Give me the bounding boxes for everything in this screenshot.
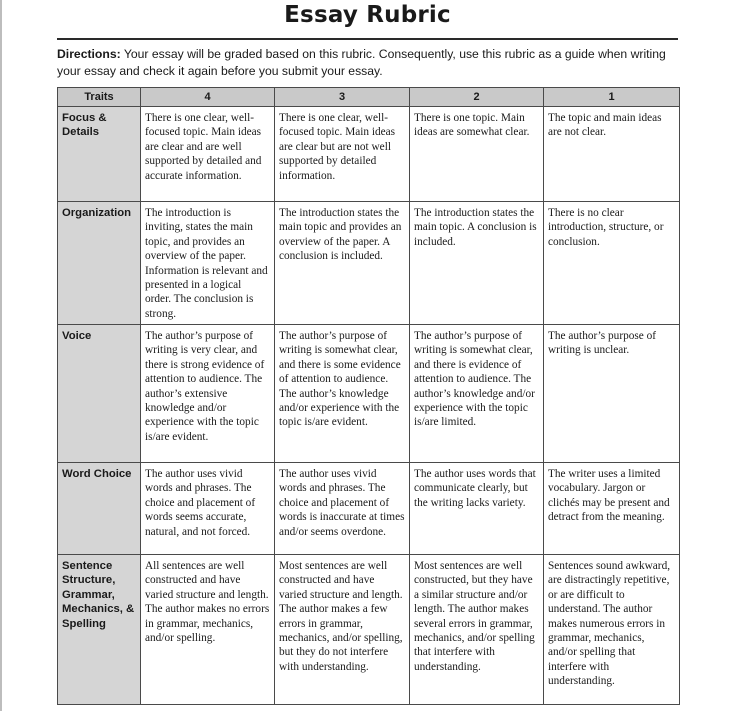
rubric-cell: All sentences are well constructed and have varied structure and length. The author makes no errors in grammar, mechanics, and/or spelling. [141, 555, 275, 705]
table-row [58, 107, 680, 202]
page-edge-divider [0, 0, 2, 711]
rubric-cell: The author’s purpose of writing is somewhat clear, and there is evidence of attention to audience. The author’s knowledge and/or experience with the topic is/are limited. [410, 325, 544, 463]
title-rule [57, 38, 678, 40]
rubric-cell: The introduction states the main topic. A conclusion is included. [410, 202, 544, 325]
directions-label: Directions: [57, 47, 121, 61]
trait-label: Word Choice [58, 463, 141, 555]
table-row [58, 325, 680, 463]
table-row [58, 202, 680, 325]
rubric-cell: The author uses vivid words and phrases. The choice and placement of words seems accurate, natural, and not forced. [141, 463, 275, 555]
trait-label: Focus & Details [58, 107, 141, 202]
rubric-cell: The author uses words that communicate clearly, but the writing lacks variety. [410, 463, 544, 555]
rubric-cell: There is one clear, well-focused topic. Main ideas are clear and are well supported by detailed and accurate information. [141, 107, 275, 202]
rubric-table [57, 87, 680, 705]
rubric-cell: The introduction states the main topic and provides an overview of the paper. A conclusion is included. [275, 202, 410, 325]
page-title: Essay Rubric [284, 2, 451, 28]
header-score-3: 3 [275, 88, 410, 107]
rubric-cell: The author’s purpose of writing is somewhat clear, and there is some evidence of attention to audience. The author’s knowledge and/or experience with the topic is/are evident. [275, 325, 410, 463]
rubric-cell: The author’s purpose of writing is very clear, and there is strong evidence of attention to audience. The author’s extensive knowledge and/or experience with the topic is/are evident. [141, 325, 275, 463]
rubric-cell: The author uses vivid words and phrases. The choice and placement of words is inaccurate at times and/or seems overdone. [275, 463, 410, 555]
rubric-cell: Most sentences are well constructed and have varied structure and length. The author makes a few errors in grammar, mechanics, and/or spelling, but they do not interfere with understanding. [275, 555, 410, 705]
rubric-cell: There is no clear introduction, structure, or conclusion. [544, 202, 680, 325]
header-score-2: 2 [410, 88, 544, 107]
trait-label: Organization [58, 202, 141, 325]
rubric-cell: There is one clear, well-focused topic. Main ideas are clear but are not well supported by detailed information. [275, 107, 410, 202]
rubric-cell: The writer uses a limited vocabulary. Jargon or clichés may be present and detract from the meaning. [544, 463, 680, 555]
trait-label: Sentence Structure, Grammar, Mechanics, & Spelling [58, 555, 141, 705]
rubric-cell: The topic and main ideas are not clear. [544, 107, 680, 202]
rubric-cell: The introduction is inviting, states the main topic, and provides an overview of the paper. Information is relevant and presented in a logical order. The conclusion is strong. [141, 202, 275, 325]
directions-text: Your essay will be graded based on this rubric. Consequently, use this rubric as a guide when writing your essay and check it again before you submit your essay. [57, 47, 666, 78]
header-score-4: 4 [141, 88, 275, 107]
rubric-cell: The author’s purpose of writing is unclear. [544, 325, 680, 463]
header-score-1: 1 [544, 88, 680, 107]
table-row [58, 555, 680, 705]
table-row [58, 463, 680, 555]
header-row [58, 88, 680, 107]
header-traits: Traits [58, 88, 141, 107]
trait-label: Voice [58, 325, 141, 463]
rubric-cell: There is one topic. Main ideas are somewhat clear. [410, 107, 544, 202]
rubric-cell: Most sentences are well constructed, but they have a similar structure and/or length. The author makes several errors in grammar, mechanics, and/or spelling that interfere with understanding. [410, 555, 544, 705]
directions-paragraph [57, 46, 682, 79]
rubric-cell: Sentences sound awkward, are distractingly repetitive, or are difficult to understand. The author makes numerous errors in grammar, mechanics, and/or spelling that interfere with understanding. [544, 555, 680, 705]
